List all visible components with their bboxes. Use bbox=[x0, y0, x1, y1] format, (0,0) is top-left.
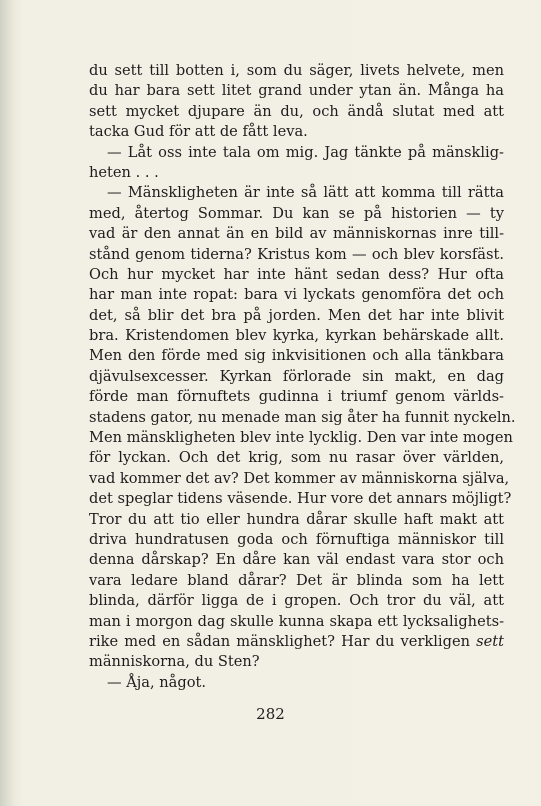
text-line: man i morgon dag skulle kunna skapa ett lycksalighets- bbox=[89, 612, 504, 630]
text-line: har man inte ropat: bara vi lyckats genomföra det och bbox=[89, 286, 504, 304]
text-line: du sett till botten i, som du säger, livets helvete, men bbox=[89, 62, 504, 79]
text-line: denna dårskap? En dåre kan väl endast vara stor och bbox=[89, 551, 504, 569]
text-line: förde man förnuftets gudinna i triumf genom världs- bbox=[89, 388, 504, 406]
italic-word: sett bbox=[476, 632, 505, 650]
text-line: det, så blir det bra på jorden. Men det har inte blivit bbox=[89, 306, 504, 324]
body-text bbox=[89, 61, 516, 693]
text-line: det speglar tidens väsende. Hur vore det annars möjligt? bbox=[89, 490, 512, 508]
text-line: vad är den annat än en bild av människornas inre till- bbox=[89, 225, 504, 243]
page-number: 282 bbox=[256, 705, 285, 723]
text-line: — Åja, något. bbox=[107, 673, 207, 691]
text-line-with-italic bbox=[89, 632, 504, 652]
text-line: stadens gator, nu menade man sig åter ha funnit nyckeln. bbox=[89, 408, 516, 426]
text-line: Och hur mycket har inte hänt sedan dess? Hur ofta bbox=[89, 265, 504, 283]
text-line: du har bara sett litet grand under ytan än. Många ha bbox=[89, 82, 504, 100]
text-line: blinda, därför ligga de i gropen. Och tror du väl, att bbox=[89, 592, 504, 610]
text-line-part: rike med en sådan mänsklighet? Har du verkligen bbox=[89, 632, 470, 650]
text-line: bra. Kristendomen blev kyrka, kyrkan behärskade allt. bbox=[89, 327, 504, 345]
text-line: heten . . . bbox=[89, 163, 159, 181]
text-line: — Låt oss inte tala om mig. Jag tänkte på mänsklig- bbox=[107, 143, 504, 161]
text-line: tacka Gud för att de fått leva. bbox=[89, 123, 308, 141]
text-line: vara ledare bland dårar? Det är blinda som ha lett bbox=[89, 571, 504, 589]
text-line: — Mänskligheten är inte så lätt att komma till rätta bbox=[107, 184, 504, 202]
text-line: med, återtog Sommar. Du kan se på historien — ty bbox=[89, 204, 504, 222]
text-line: sett mycket djupare än du, och ändå slutat med att bbox=[89, 102, 504, 120]
text-line: vad kommer det av? Det kommer av människorna själva, bbox=[89, 469, 510, 487]
text-line: människorna, du Sten? bbox=[89, 653, 260, 671]
text-line: driva hundratusen goda och förnuftiga människor till bbox=[89, 530, 504, 548]
text-line: stånd genom tiderna? Kristus kom — och blev korsfäst. bbox=[89, 245, 504, 263]
text-line: djävulsexcesser. Kyrkan förlorade sin makt, en dag bbox=[89, 367, 504, 385]
page-gutter-shadow bbox=[0, 0, 14, 806]
text-line: Men mänskligheten blev inte lycklig. Den var inte mogen bbox=[89, 429, 513, 447]
text-line: för lyckan. Och det krig, som nu rasar över världen, bbox=[89, 449, 504, 467]
text-line: Men den förde med sig inkvisitionen och alla tänkbara bbox=[89, 347, 504, 365]
text-line: Tror du att tio eller hundra dårar skulle haft makt att bbox=[89, 510, 504, 528]
